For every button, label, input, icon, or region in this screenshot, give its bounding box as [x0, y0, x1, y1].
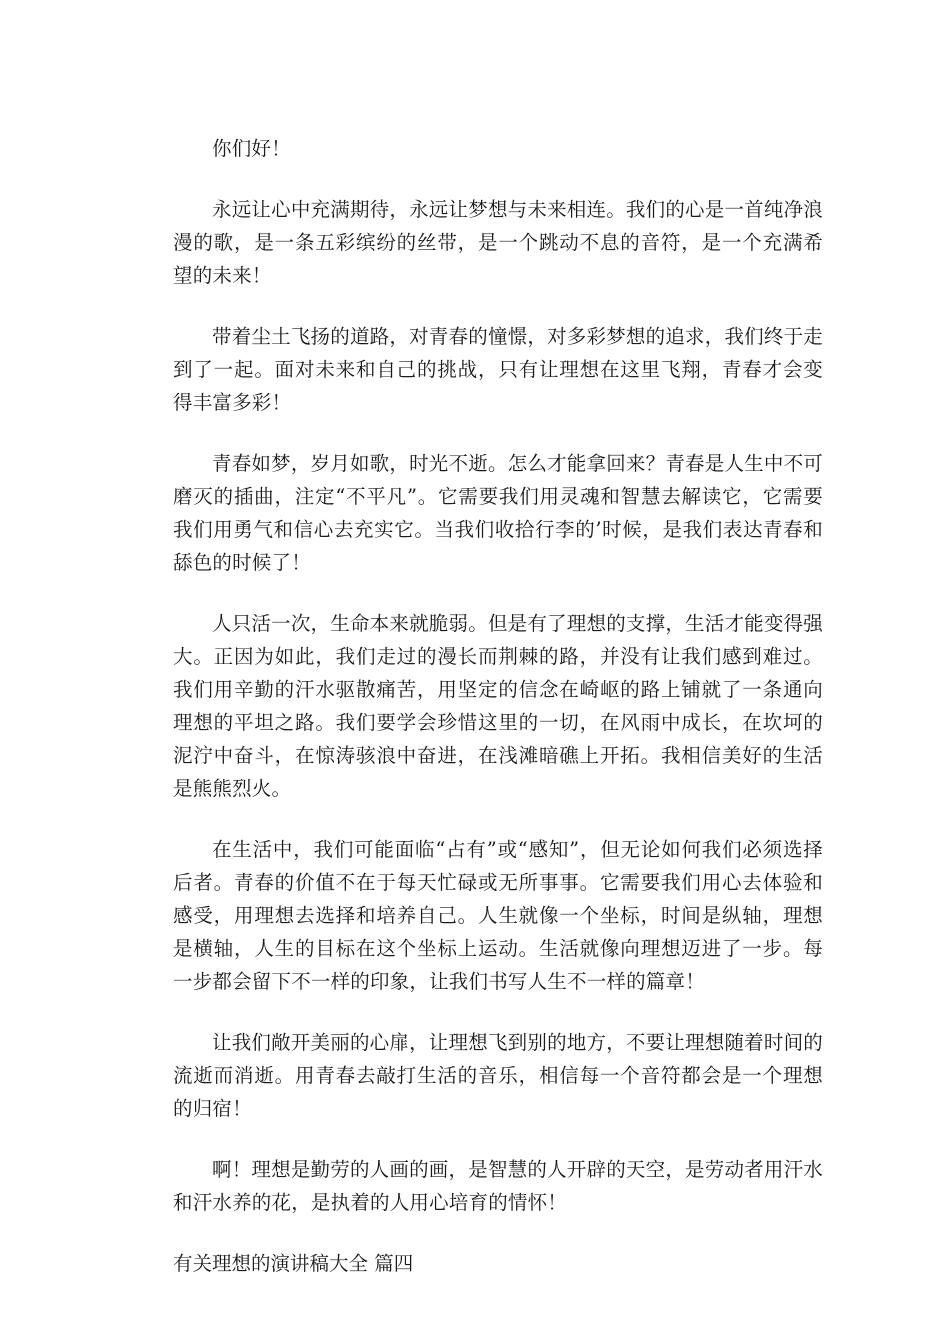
document-body: [173, 132, 823, 1280]
body-paragraph-3: 青春如梦，岁月如歌，时光不逝。怎么才能拿回来？青春是人生中不可磨灭的插曲，注定“不平凡”。它需要我们用灵魂和智慧去解读它，它需要我们用勇气和信心去充实它。当我们收拾行李的’时候，是我们表达青春和舔色的时候了！: [173, 452, 823, 574]
section-heading: 有关理想的演讲稿大全 篇四: [173, 1252, 414, 1275]
body-paragraph-2: 带着尘土飞扬的道路，对青春的憧憬，对多彩梦想的追求，我们终于走到了一起。面对未来和自己的挑战，只有让理想在这里飞翔，青春才会变得丰富多彩！: [173, 325, 823, 414]
body-paragraph-5: 在生活中，我们可能面临“占有”或“感知”，但无论如何我们必须选择后者。青春的价值不在于每天忙碌或无所事事。它需要我们用心去体验和感受，用理想去选择和培养自己。人生就像一个坐标，时间是纵轴，理想是横轴，人生的目标在这个坐标上运动。生活就像向理想迈进了一步。每一步都会留下不一样的印象，让我们书写人生不一样的篇章！: [173, 838, 823, 993]
body-paragraph-7: 啊！理想是勤劳的人画的画，是智慧的人开辟的天空，是劳动者用汗水和汗水养的花，是执着的人用心培育的情怀！: [173, 1158, 823, 1214]
body-paragraph-6: 让我们敞开美丽的心扉，让理想飞到别的地方，不要让理想随着时间的流逝而消逝。用青春去敲打生活的音乐，相信每一个音符都会是一个理想的归宿！: [173, 1031, 823, 1120]
body-paragraph-1: 永远让心中充满期待，永远让梦想与未来相连。我们的心是一首纯净浪漫的歌，是一条五彩缤纷的丝带，是一个跳动不息的音符，是一个充满希望的未来！: [173, 198, 823, 287]
greeting-paragraph: 你们好！: [212, 137, 291, 160]
body-paragraph-4: 人只活一次，生命本来就脆弱。但是有了理想的支撑，生活才能变得强大。正因为如此，我们走过的漫长而荆棘的路，并没有让我们感到难过。我们用辛勤的汗水驱散痛苦，用坚定的信念在崎岖的路上铺就了一条通向理想的平坦之路。我们要学会珍惜这里的一切，在风雨中成长，在坎坷的泥泞中奋斗，在惊涛骇浪中奋进，在浅滩暗礁上开拓。我相信美好的生活是熊熊烈火。: [173, 612, 823, 800]
